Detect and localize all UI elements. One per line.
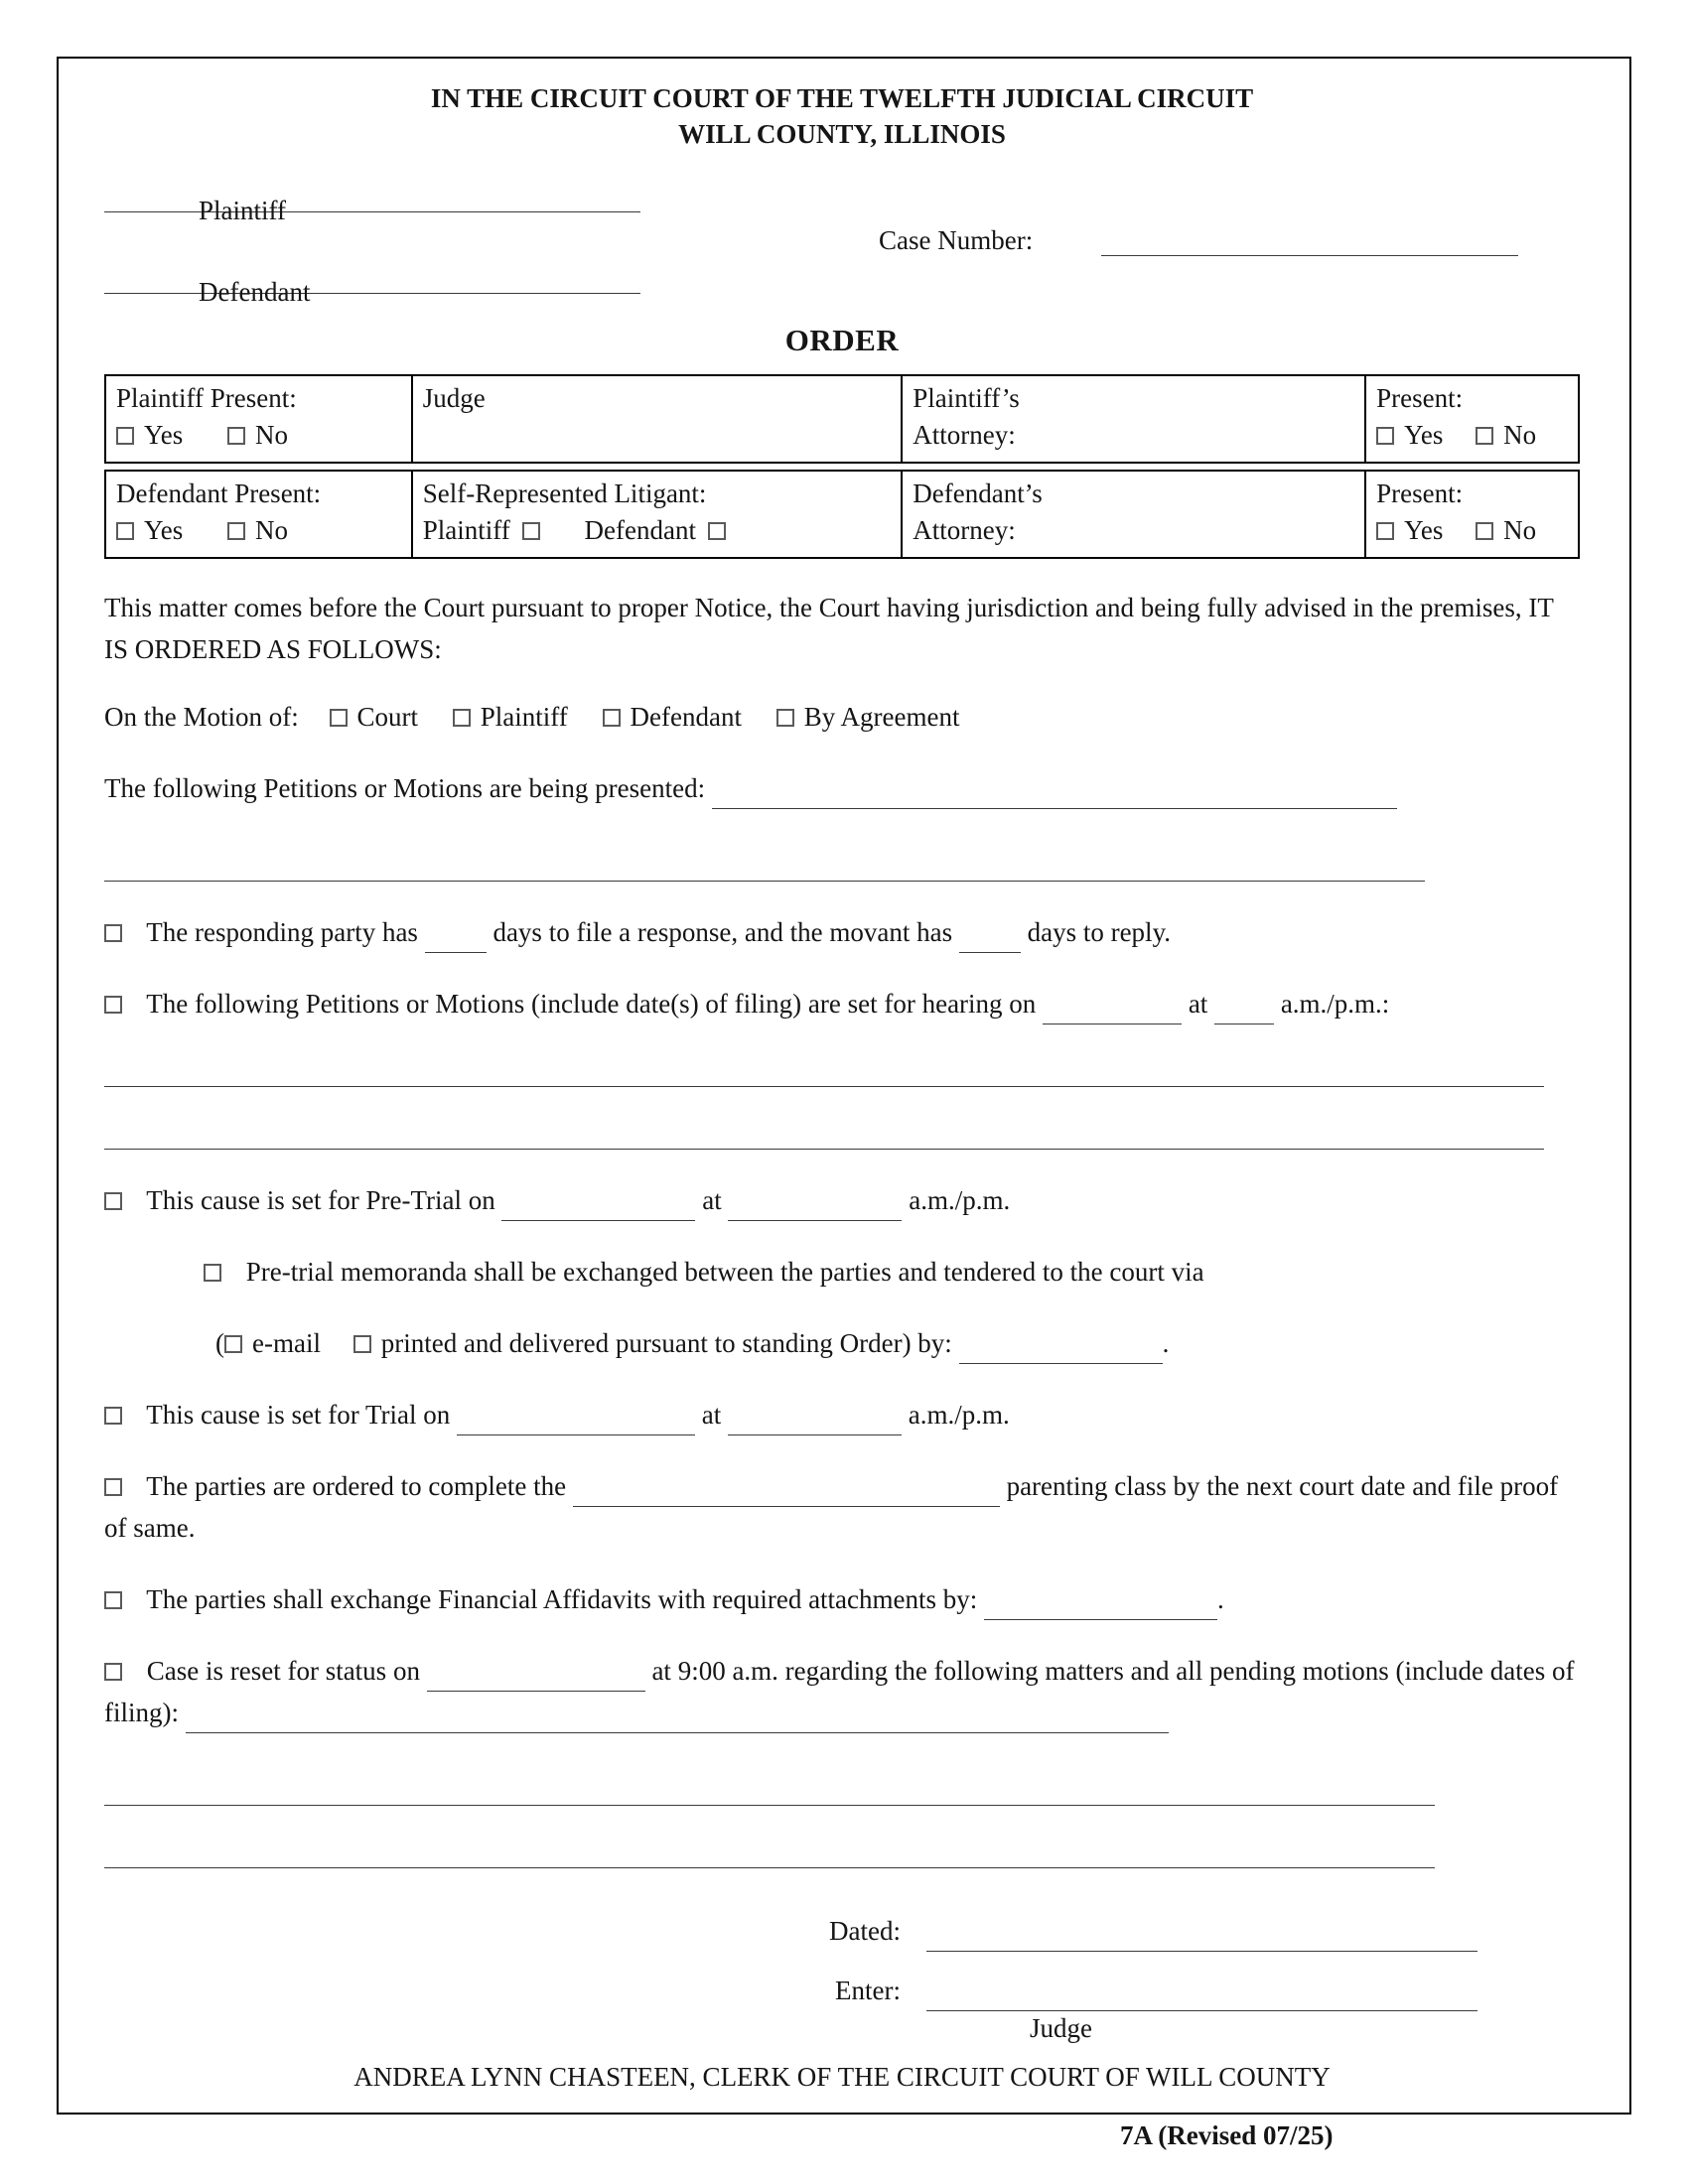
checkbox-memoranda[interactable] xyxy=(204,1264,221,1282)
court-title: IN THE CIRCUIT COURT OF THE TWELFTH JUDICIAL CIRCUIT xyxy=(430,83,1254,113)
checkbox-self-rep-plaintiff[interactable] xyxy=(522,522,540,540)
motion-of-label: On the Motion of: xyxy=(104,702,299,732)
defendants-attorney-yes-label: Yes xyxy=(1404,515,1444,545)
plaintiffs-attorney-present-options xyxy=(1376,417,1568,454)
petitions-presented-field-line2[interactable] xyxy=(104,849,1425,882)
trial-item xyxy=(104,1394,1580,1435)
county-title: WILL COUNTY, ILLINOIS xyxy=(678,119,1006,149)
checkbox-defendant-present-no[interactable] xyxy=(227,522,245,540)
plaintiffs-attorney-yes-label: Yes xyxy=(1404,420,1444,450)
memoranda-by-date-field[interactable] xyxy=(959,1333,1163,1364)
pretrial-text-2: at xyxy=(702,1185,722,1215)
enter-label: Enter: xyxy=(835,1976,901,2005)
defendant-present-cell xyxy=(106,472,411,557)
status-date-field[interactable] xyxy=(427,1661,645,1692)
printed-text: printed and delivered pursuant to standing Order) by: xyxy=(380,1328,952,1358)
plaintiff-present-cell xyxy=(106,376,411,462)
checkbox-motion-by-agreement[interactable] xyxy=(776,709,794,727)
checkbox-trial[interactable] xyxy=(104,1407,122,1425)
plaintiffs-attorney-present-label: Present: xyxy=(1376,383,1464,413)
self-represented-label: Self-Represented Litigant: xyxy=(422,478,707,508)
hearing-time-field[interactable] xyxy=(1214,994,1274,1024)
defendant-present-label: Defendant Present: xyxy=(116,478,322,508)
case-number-row xyxy=(879,225,1518,256)
judge-signature-caption: Judge xyxy=(1030,2013,1092,2043)
hearing-item xyxy=(104,983,1580,1024)
checkbox-defendant-present-yes[interactable] xyxy=(116,522,134,540)
memoranda-item xyxy=(204,1251,1580,1293)
motion-plaintiff-label: Plaintiff xyxy=(480,702,568,732)
email-label: e-mail xyxy=(252,1328,321,1358)
checkbox-status-reset[interactable] xyxy=(104,1663,122,1681)
responding-text-3: days to reply. xyxy=(1027,917,1172,947)
memoranda-period: . xyxy=(1162,1328,1170,1358)
plaintiff-name-field[interactable] xyxy=(104,182,640,212)
plaintiffs-attorney-no-label: No xyxy=(1503,420,1537,450)
self-rep-plaintiff-label: Plaintiff xyxy=(422,515,510,545)
plaintiffs-attorney-present-cell xyxy=(1364,376,1578,462)
checkbox-defendants-attorney-present-yes[interactable] xyxy=(1376,522,1394,540)
hearing-detail-line2[interactable] xyxy=(104,1117,1544,1150)
status-reset-item xyxy=(104,1650,1580,1733)
checkbox-pretrial[interactable] xyxy=(104,1192,122,1210)
checkbox-parenting-class[interactable] xyxy=(104,1478,122,1496)
caption-block xyxy=(104,152,1580,323)
defendant-name-field[interactable] xyxy=(104,263,640,294)
status-matters-line3[interactable] xyxy=(104,1836,1435,1868)
defendants-attorney-no-label: No xyxy=(1503,515,1537,545)
parenting-class-name-field[interactable] xyxy=(573,1476,1000,1507)
pretrial-date-field[interactable] xyxy=(501,1190,695,1221)
petitions-presented-label: The following Petitions or Motions are being presented: xyxy=(104,773,706,803)
plaintiff-label: Plaintiff xyxy=(199,196,287,225)
petitions-presented-field[interactable] xyxy=(712,778,1397,809)
checkbox-plaintiff-present-yes[interactable] xyxy=(116,427,134,445)
status-matters-line2[interactable] xyxy=(104,1773,1435,1806)
self-rep-defendant-label: Defendant xyxy=(584,515,696,545)
defendants-attorney-label-line2: Attorney: xyxy=(913,515,1016,545)
clerk-name-line: ANDREA LYNN CHASTEEN, CLERK OF THE CIRCUIT COURT OF WILL COUNTY xyxy=(353,2062,1331,2092)
checkbox-motion-plaintiff[interactable] xyxy=(453,709,471,727)
order-form-sheet xyxy=(57,57,1631,2115)
petitions-presented-line xyxy=(104,767,1580,809)
financial-by-date-field[interactable] xyxy=(984,1589,1217,1620)
motion-agreement-label: By Agreement xyxy=(803,702,960,732)
defendants-attorney-cell[interactable] xyxy=(901,472,1364,557)
checkbox-motion-court[interactable] xyxy=(330,709,348,727)
defendants-attorney-present-label: Present: xyxy=(1376,478,1464,508)
defendant-present-options xyxy=(116,512,401,549)
plaintiff-present-label: Plaintiff Present: xyxy=(116,383,297,413)
signature-block xyxy=(104,1910,1580,2095)
dated-field[interactable] xyxy=(926,1921,1477,1952)
paren-open: ( xyxy=(215,1328,224,1358)
motion-option-plaintiff xyxy=(453,702,572,732)
plaintiff-present-yes-label: Yes xyxy=(144,420,184,450)
self-represented-cell xyxy=(411,472,902,557)
defendant-label: Defendant xyxy=(199,277,311,307)
plaintiff-present-no-label: No xyxy=(255,420,289,450)
judge-label-cell: Judge xyxy=(422,383,486,413)
defendants-attorney-label-line1: Defendant’s xyxy=(913,478,1043,508)
hearing-date-field[interactable] xyxy=(1043,994,1182,1024)
trial-text-2: at xyxy=(701,1400,722,1430)
case-number-label: Case Number: xyxy=(879,225,1034,255)
status-text-2: at 9:00 a.m. regarding the following matters and all pending motions (include dates of filing): xyxy=(104,1656,1575,1727)
trial-text-1: This cause is set for Trial on xyxy=(146,1400,451,1430)
motion-option-defendant xyxy=(603,702,746,732)
plaintiffs-attorney-cell[interactable] xyxy=(901,376,1364,462)
form-number: 7A (Revised 07/25) xyxy=(1120,2120,1334,2150)
checkbox-email[interactable] xyxy=(224,1335,242,1353)
financial-period: . xyxy=(1217,1584,1224,1614)
checkbox-plaintiffs-attorney-present-no[interactable] xyxy=(1476,427,1493,445)
appearance-row-plaintiff xyxy=(104,374,1580,464)
defendants-attorney-present-cell xyxy=(1364,472,1578,557)
defendant-present-yes-label: Yes xyxy=(144,515,184,545)
parenting-text-1: The parties are ordered to complete the xyxy=(146,1471,567,1501)
trial-time-field[interactable] xyxy=(728,1405,902,1435)
checkbox-defendants-attorney-present-no[interactable] xyxy=(1476,522,1493,540)
hearing-text-2: at xyxy=(1188,989,1208,1019)
motion-of-line xyxy=(104,696,1580,738)
self-represented-options xyxy=(423,512,892,549)
hearing-detail-line1[interactable] xyxy=(104,1054,1544,1087)
responding-text-2: days to file a response, and the movant has xyxy=(492,917,953,947)
trial-text-3: a.m./p.m. xyxy=(908,1400,1010,1430)
hearing-text-1: The following Petitions or Motions (include date(s) of filing) are set for hearing on xyxy=(146,989,1037,1019)
order-title: ORDER xyxy=(784,323,900,357)
hearing-text-3: a.m./p.m.: xyxy=(1280,989,1390,1019)
dated-label: Dated: xyxy=(829,1916,901,1946)
enter-row xyxy=(809,1970,1580,2011)
memoranda-method-line xyxy=(215,1322,1580,1364)
parenting-class-item xyxy=(104,1465,1580,1549)
reply-days-field[interactable] xyxy=(959,922,1021,953)
responding-party-item xyxy=(104,911,1580,953)
pretrial-item xyxy=(104,1179,1580,1221)
pretrial-text-1: This cause is set for Pre-Trial on xyxy=(146,1185,495,1215)
financial-affidavits-item xyxy=(104,1578,1580,1620)
pretrial-text-3: a.m./p.m. xyxy=(909,1185,1011,1215)
form-header xyxy=(104,80,1580,152)
checkbox-plaintiff-present-no[interactable] xyxy=(227,427,245,445)
plaintiffs-attorney-label-line1: Plaintiff’s xyxy=(913,383,1020,413)
checkbox-printed[interactable] xyxy=(353,1335,371,1353)
checkbox-motion-defendant[interactable] xyxy=(603,709,621,727)
memoranda-text: Pre-trial memoranda shall be exchanged between the parties and tendered to the court via xyxy=(245,1257,1204,1287)
motion-court-label: Court xyxy=(356,702,419,732)
responding-text-1: The responding party has xyxy=(146,917,418,947)
parenting-text-2: parenting class by the next court date and file proof of same. xyxy=(104,1471,1559,1543)
plaintiff-present-options xyxy=(116,417,401,454)
motion-option-agreement xyxy=(776,702,964,732)
checkbox-self-rep-defendant[interactable] xyxy=(708,522,726,540)
judge-signature-field[interactable] xyxy=(926,1980,1477,2011)
response-days-field[interactable] xyxy=(425,922,487,953)
defendant-present-no-label: No xyxy=(255,515,289,545)
judge-cell[interactable] xyxy=(411,376,902,462)
appearance-table xyxy=(104,374,1580,559)
case-number-field[interactable] xyxy=(1101,225,1518,256)
financial-text-1: The parties shall exchange Financial Affidavits with required attachments by: xyxy=(146,1584,978,1614)
appearance-row-defendant xyxy=(104,470,1580,559)
pretrial-time-field[interactable] xyxy=(728,1190,902,1221)
dated-row xyxy=(809,1910,1580,1952)
intro-paragraph: This matter comes before the Court pursuant to proper Notice, the Court having jurisdiction and being fully advised in the premises, IT IS ORDERED AS FOLLOWS: xyxy=(104,593,1554,664)
trial-date-field[interactable] xyxy=(457,1405,695,1435)
status-matters-field[interactable] xyxy=(186,1703,1169,1733)
checkbox-hearing[interactable] xyxy=(104,996,122,1014)
defendants-attorney-present-options xyxy=(1376,512,1568,549)
motion-option-court xyxy=(330,702,423,732)
checkbox-plaintiffs-attorney-present-yes[interactable] xyxy=(1376,427,1394,445)
plaintiffs-attorney-label-line2: Attorney: xyxy=(913,420,1016,450)
checkbox-financial-affidavits[interactable] xyxy=(104,1591,122,1609)
status-text-1: Case is reset for status on xyxy=(146,1656,420,1686)
motion-defendant-label: Defendant xyxy=(630,702,742,732)
checkbox-responding-party[interactable] xyxy=(104,924,122,942)
